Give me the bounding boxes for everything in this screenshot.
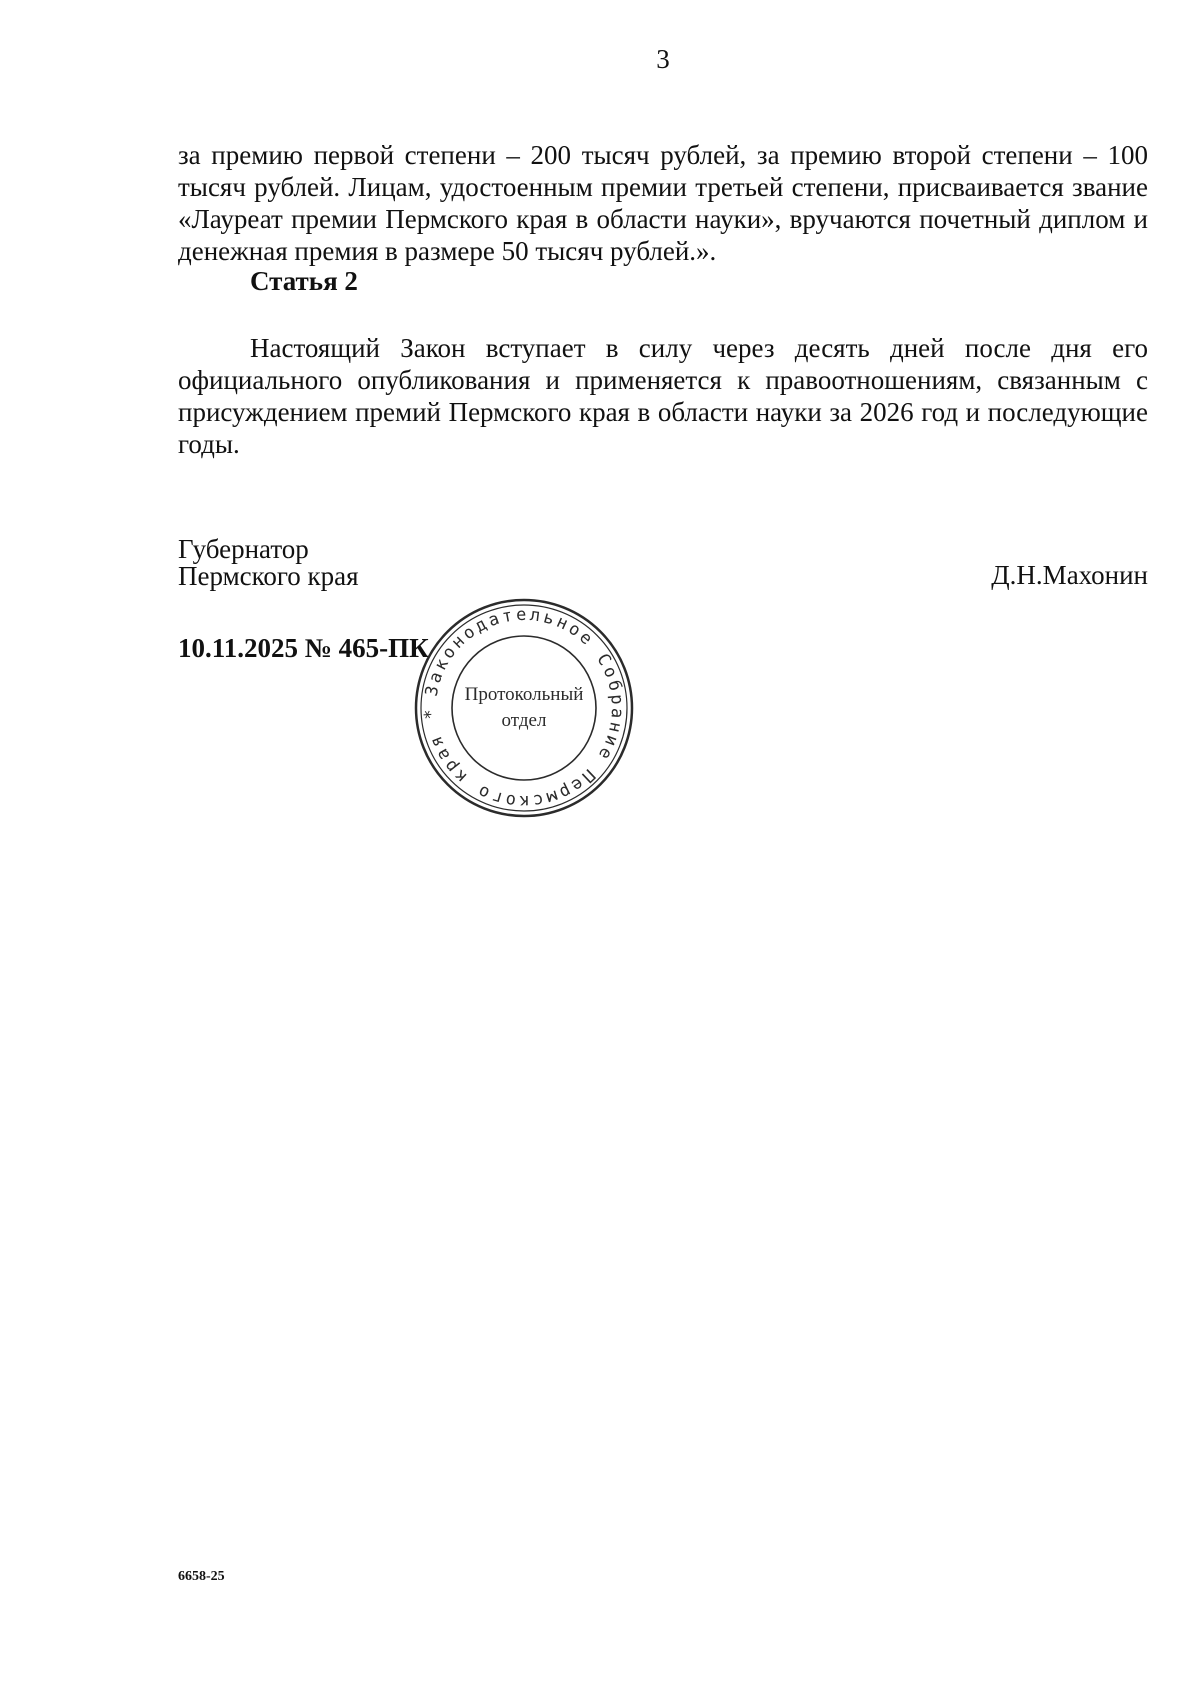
stamp-inner-ring xyxy=(452,636,596,780)
stamp-ring-textpath: Законодательное Собрание Пермского края * xyxy=(420,604,628,812)
signatory-title xyxy=(178,536,359,590)
stamp-graphic xyxy=(412,596,636,820)
signatory-title-line1: Губернатор xyxy=(178,534,309,564)
signatory-title-line2: Пермского края xyxy=(178,561,359,591)
article-heading: Статья 2 xyxy=(250,266,358,296)
stamp-center-line2: отдел xyxy=(501,710,547,731)
official-stamp xyxy=(412,596,636,820)
date-and-number: 10.11.2025 № 465-ПК xyxy=(178,633,429,663)
page-number: 3 xyxy=(656,44,670,74)
document-code: 6658-25 xyxy=(178,1569,225,1584)
paragraph-continuation: за премию первой степени – 200 тысяч рублей, за премию второй степени – 100 тысяч рублей. Лицам, удостоенным премии третьей степени, присваивается звание «Лауреат премии Пермского края в области науки», вручаются почетный диплом и денежная премия в размере 50 тысяч рублей.». xyxy=(178,140,1148,266)
stamp-outer-ring xyxy=(416,600,632,816)
signatory-name: Д.Н.Махонин xyxy=(991,560,1148,590)
article-2-text: Настоящий Закон вступает в силу через десять дней после дня его официального опубликования и применяется к правоотношениям, связанным с присуждением премий Пермского края в области науки за 2026 год и последующие годы. xyxy=(178,333,1148,459)
stamp-center-line1: Протокольный xyxy=(464,684,584,705)
